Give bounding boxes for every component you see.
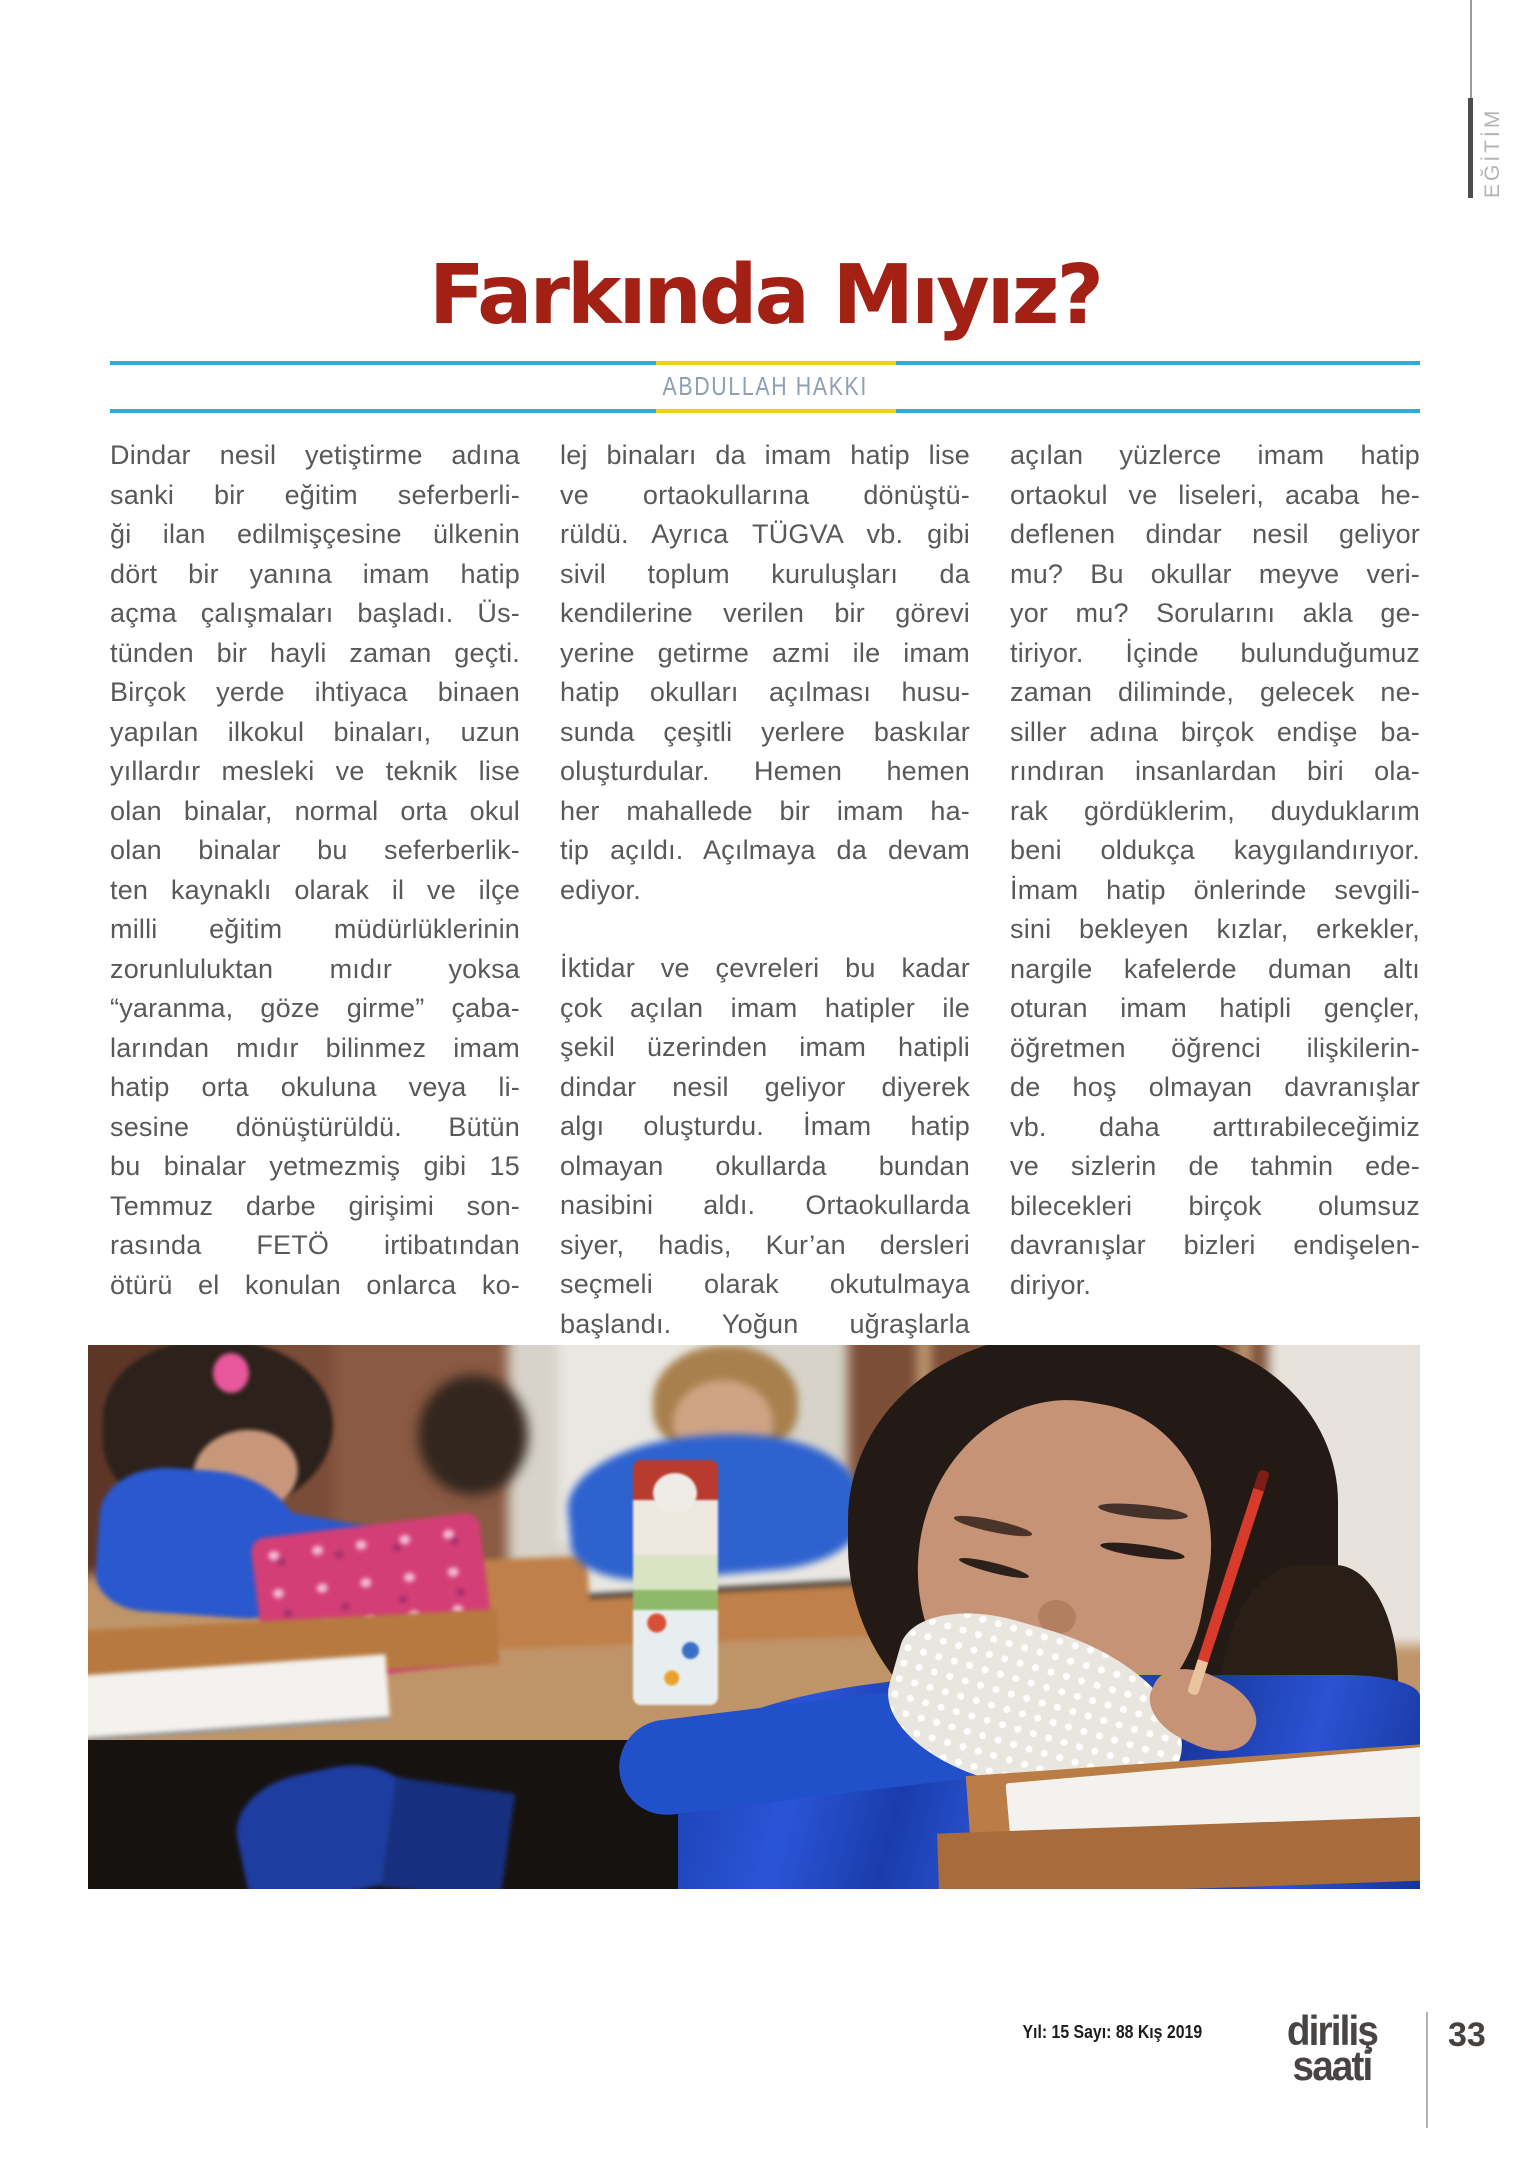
body-line: İmam hatip önlerinde sevgili- xyxy=(1010,874,1420,905)
body-line: yor mu? Sorularını akla ge- xyxy=(1010,598,1420,628)
body-line: larından mıdır bilinmez imam xyxy=(110,1032,520,1063)
body-line: lej binaları da imam hatip lise xyxy=(560,440,970,470)
classroom-photo xyxy=(88,1345,1420,1889)
photo-blue-fabric-mid xyxy=(381,1777,515,1889)
body-line: zorunluluktan mıdır yoksa xyxy=(110,953,520,984)
body-line: yapılan ilkokul binaları, uzun xyxy=(110,716,520,747)
body-line: ği ilan edilmişçesine ülkenin xyxy=(110,519,520,549)
body-line: sivil toplum kuruluşları da xyxy=(560,558,970,589)
text-column xyxy=(110,436,520,1344)
category-rule-thin xyxy=(1470,0,1472,98)
paragraph xyxy=(560,949,970,1344)
body-line: nasibini aldı. Ortaokullarda xyxy=(560,1190,970,1220)
body-line: mu? Bu okullar meyve veri- xyxy=(1010,558,1420,589)
body-line: rındıran insanlardan biri ola- xyxy=(1010,756,1420,786)
body-line: algı oluşturdu. İmam hatip xyxy=(560,1111,970,1141)
body-line: yıllardır mesleki ve teknik lise xyxy=(110,756,520,786)
body-line: ortaokul ve liseleri, acaba he- xyxy=(1010,479,1420,510)
body-line: yerine getirme azmi ile imam xyxy=(560,637,970,668)
body-line: rasında FETÖ irtibatından xyxy=(110,1230,520,1260)
body-line: öğretmen öğrenci ilişkilerin- xyxy=(1010,1032,1420,1063)
article-body xyxy=(110,436,1420,1344)
body-line: siller adına birçok endişe ba- xyxy=(1010,716,1420,747)
body-line: açılan yüzlerce imam hatip xyxy=(1010,440,1420,470)
body-line: hatip okulları açılması husu- xyxy=(560,677,970,707)
author-name: ABDULLAH HAKKI xyxy=(662,371,868,401)
body-line: sesine dönüştürüldü. Bütün xyxy=(110,1111,520,1142)
body-line: açma çalışmaları başladı. Üs- xyxy=(110,598,520,628)
body-line: milli eğitim müdürlüklerinin xyxy=(110,914,520,944)
body-line: her mahallede bir imam ha- xyxy=(560,795,970,826)
body-line: olmayan okullarda bundan xyxy=(560,1150,970,1181)
body-line: tiriyor. İçinde bulunduğumuz xyxy=(1010,637,1420,668)
divider-bottom-accent xyxy=(656,409,896,413)
body-line: oluşturdular. Hemen hemen xyxy=(560,756,970,786)
body-line: ediyor. xyxy=(560,874,641,905)
body-line: rak gördüklerim, duyduklarım xyxy=(1010,795,1420,826)
body-line: olan binalar bu seferberlik- xyxy=(110,835,520,865)
divider-top xyxy=(110,361,1420,365)
author-row xyxy=(110,371,1420,402)
photo-pencil-tin-art xyxy=(638,1590,713,1700)
photo-background-child xyxy=(418,1375,528,1495)
paragraph xyxy=(1010,436,1420,1305)
body-line: çok açılan imam hatipler ile xyxy=(560,992,970,1023)
magazine-logo xyxy=(1258,2007,1405,2089)
photo-pencil-tin-logo xyxy=(653,1473,697,1513)
body-line: bilecekleri birçok olumsuz xyxy=(1010,1190,1420,1221)
body-line: tünden bir hayli zaman geçti. xyxy=(110,637,520,668)
body-line: ten kaynaklı olarak il ve ilçe xyxy=(110,874,520,905)
page-number: 33 xyxy=(1448,2016,1486,2054)
body-line: davranışlar bizleri endişelen- xyxy=(1010,1230,1420,1260)
body-line: kendilerine verilen bir görevi xyxy=(560,598,970,628)
divider-top-accent xyxy=(656,361,896,365)
body-line: sini bekleyen kızlar, erkekler, xyxy=(1010,914,1420,944)
body-line: oturan imam hatipli gençler, xyxy=(1010,993,1420,1023)
body-line: deflenen dindar nesil geliyor xyxy=(1010,519,1420,549)
body-line: ve ortaokullarına dönüştü- xyxy=(560,479,970,510)
body-line: sunda çeşitli yerlere baskılar xyxy=(560,716,970,747)
body-line: olan binalar, normal orta okul xyxy=(110,795,520,826)
body-line: dört bir yanına imam hatip xyxy=(110,558,520,589)
category-label: EĞİTİM xyxy=(1481,107,1504,198)
body-line: vb. daha arttırabileceğimiz xyxy=(1010,1111,1420,1142)
body-line: başlandı. Yoğun uğraşlarla xyxy=(560,1308,970,1339)
body-line: diriyor. xyxy=(1010,1269,1092,1300)
text-column xyxy=(560,436,970,1344)
body-line: beni oldukça kaygılandırıyor. xyxy=(1010,835,1420,865)
body-line: sanki bir eğitim seferberli- xyxy=(110,479,520,510)
body-line: şekil üzerinden imam hatipli xyxy=(560,1032,970,1062)
body-line: rüldü. Ayrıca TÜGVA vb. gibi xyxy=(560,519,970,549)
divider-bottom xyxy=(110,409,1420,413)
body-line: nargile kafelerde duman altı xyxy=(1010,953,1420,984)
paragraph xyxy=(560,436,970,910)
body-line: zaman diliminde, gelecek ne- xyxy=(1010,677,1420,707)
body-line: ötürü el konulan onlarca ko- xyxy=(110,1269,520,1300)
magazine-logo-line1: diriliş xyxy=(1286,2007,1378,2054)
body-line: tip açıldı. Açılmaya da devam xyxy=(560,835,970,865)
paragraph xyxy=(110,436,520,1305)
category-rule-thick xyxy=(1468,98,1473,198)
body-line: ve sizlerin de tahmin ede- xyxy=(1010,1151,1420,1181)
text-column xyxy=(1010,436,1420,1344)
body-line: “yaranma, göze girme” çaba- xyxy=(110,993,520,1023)
body-line: bu binalar yetmezmiş gibi 15 xyxy=(110,1151,520,1181)
body-line: siyer, hadis, Kur’an dersleri xyxy=(560,1229,970,1260)
issue-info: Yıl: 15 Sayı: 88 Kış 2019 xyxy=(1022,2022,1202,2042)
photo-left-girl-scrunchie xyxy=(213,1353,249,1393)
body-line: hatip orta okuluna veya li- xyxy=(110,1072,520,1102)
body-line: de hoş olmayan davranışlar xyxy=(1010,1072,1420,1102)
body-line: İktidar ve çevreleri bu kadar xyxy=(560,953,970,983)
body-line: Birçok yerde ihtiyaca binaen xyxy=(110,677,520,707)
page-title: Farkında Mıyız? xyxy=(428,248,1102,343)
body-line: dindar nesil geliyor diyerek xyxy=(560,1071,970,1102)
body-line: seçmeli olarak okutulmaya xyxy=(560,1269,970,1299)
magazine-logo-line2: saati xyxy=(1292,2042,1372,2089)
body-line: Dindar nesil yetiştirme adına xyxy=(110,440,520,470)
body-line: Temmuz darbe girişimi son- xyxy=(110,1190,520,1221)
footer-divider xyxy=(1426,2012,1428,2128)
